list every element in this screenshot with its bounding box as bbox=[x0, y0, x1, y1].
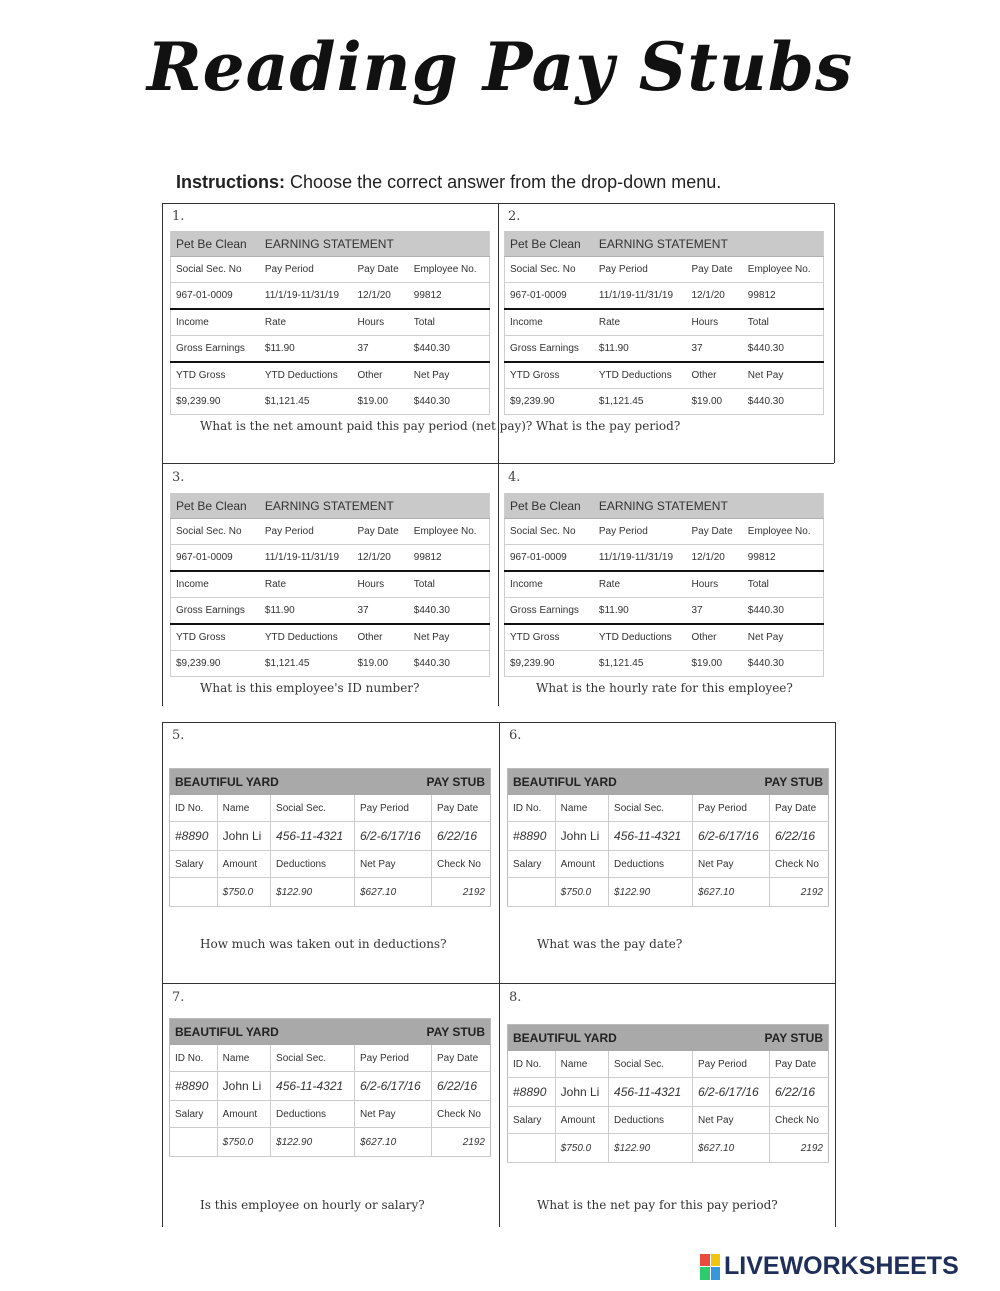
question-text: What is this employee's ID number? bbox=[200, 681, 420, 695]
table-cell: ID No. bbox=[170, 795, 218, 822]
table-cell: 37 bbox=[353, 336, 409, 363]
table-cell: 11/1/19-11/31/19 bbox=[594, 283, 687, 310]
question-number: 1. bbox=[172, 209, 185, 224]
table-cell: $440.30 bbox=[409, 651, 490, 677]
table-cell: Net Pay bbox=[743, 624, 824, 651]
table-cell: Pay Date bbox=[353, 519, 409, 545]
instructions-text: Choose the correct answer from the drop-down menu. bbox=[290, 172, 722, 192]
question-1-cell bbox=[162, 203, 533, 463]
liveworksheets-logo[interactable] bbox=[700, 1252, 959, 1281]
table-cell: 2192 bbox=[432, 878, 491, 907]
question-number: 4. bbox=[508, 470, 521, 485]
table-cell: 6/22/16 bbox=[432, 822, 491, 851]
logo-block bbox=[700, 1267, 710, 1280]
table-cell: $11.90 bbox=[594, 598, 687, 625]
stub-label: PAY STUB bbox=[692, 769, 828, 796]
question-8-cell bbox=[499, 984, 835, 1227]
table-cell bbox=[170, 878, 218, 907]
table-cell: Salary bbox=[508, 851, 556, 878]
table-cell: Rate bbox=[594, 309, 687, 336]
question-text: What is the net amount paid this pay period (net pay)? bbox=[200, 419, 533, 433]
statement-title: EARNING STATEMENT bbox=[260, 231, 490, 257]
table-cell: 12/1/20 bbox=[353, 283, 409, 310]
table-cell: Total bbox=[743, 571, 824, 598]
table-cell: Pay Date bbox=[687, 519, 743, 545]
table-cell: $440.30 bbox=[743, 598, 824, 625]
table-cell: $11.90 bbox=[260, 336, 353, 363]
table-cell: Social Sec. bbox=[609, 795, 693, 822]
table-cell bbox=[508, 878, 556, 907]
table-cell: Employee No. bbox=[743, 519, 824, 545]
table-cell: 99812 bbox=[409, 545, 490, 572]
table-cell: 6/22/16 bbox=[770, 1078, 829, 1107]
table-cell: 99812 bbox=[743, 283, 824, 310]
table-cell: Pay Period bbox=[594, 519, 687, 545]
table-cell: Other bbox=[353, 362, 409, 389]
table-cell: Net Pay bbox=[354, 851, 431, 878]
table-cell: $19.00 bbox=[353, 389, 409, 415]
logo-icon bbox=[700, 1254, 720, 1280]
table-cell: $440.30 bbox=[743, 336, 824, 363]
table-cell: Check No bbox=[770, 1107, 829, 1134]
question-number: 5. bbox=[172, 728, 185, 743]
pay-stub bbox=[507, 1024, 829, 1163]
table-cell: 456-11-4321 bbox=[271, 1072, 355, 1101]
table-cell: 456-11-4321 bbox=[271, 822, 355, 851]
table-cell: ID No. bbox=[170, 1045, 218, 1072]
company-name: Pet Be Clean bbox=[171, 231, 260, 257]
question-text: What is the net pay for this pay period? bbox=[537, 1198, 778, 1212]
table-cell: Other bbox=[687, 362, 743, 389]
question-2-cell bbox=[498, 203, 834, 463]
table-cell: Hours bbox=[687, 571, 743, 598]
question-text: Is this employee on hourly or salary? bbox=[200, 1198, 425, 1212]
stub-label: PAY STUB bbox=[692, 1025, 828, 1052]
table-cell: $9,239.90 bbox=[505, 389, 594, 415]
question-text: What is the pay period? bbox=[536, 419, 681, 433]
table-cell: Net Pay bbox=[409, 362, 490, 389]
table-cell: $11.90 bbox=[594, 336, 687, 363]
table-cell: $750.0 bbox=[217, 878, 270, 907]
table-cell: 37 bbox=[687, 336, 743, 363]
table-cell: 12/1/20 bbox=[353, 545, 409, 572]
table-cell: Pay Date bbox=[770, 1051, 829, 1078]
earning-section bbox=[162, 203, 835, 706]
table-cell: Pay Period bbox=[692, 795, 769, 822]
table-cell: John Li bbox=[555, 1078, 608, 1107]
question-7-cell bbox=[162, 984, 499, 1227]
table-cell: Pay Date bbox=[432, 1045, 491, 1072]
table-cell: Deductions bbox=[609, 1107, 693, 1134]
table-cell: Gross Earnings bbox=[505, 336, 594, 363]
table-cell: John Li bbox=[217, 822, 270, 851]
table-cell: $9,239.90 bbox=[171, 651, 260, 677]
table-cell: Pay Date bbox=[432, 795, 491, 822]
table-cell: Deductions bbox=[271, 1101, 355, 1128]
earning-statement bbox=[504, 493, 824, 677]
table-cell: $440.30 bbox=[409, 389, 490, 415]
table-cell: $19.00 bbox=[353, 651, 409, 677]
company-name: BEAUTIFUL YARD bbox=[508, 769, 693, 796]
table-cell: Amount bbox=[555, 1107, 608, 1134]
table-cell: YTD Gross bbox=[171, 362, 260, 389]
pay-stub bbox=[169, 1018, 491, 1157]
logo-block bbox=[700, 1254, 710, 1267]
table-cell bbox=[170, 1128, 218, 1157]
table-cell: $627.10 bbox=[354, 1128, 431, 1157]
table-cell: YTD Gross bbox=[171, 624, 260, 651]
table-cell: Name bbox=[217, 795, 270, 822]
table-cell: $1,121.45 bbox=[594, 651, 687, 677]
table-cell: $440.30 bbox=[743, 651, 824, 677]
table-cell: Pay Period bbox=[594, 257, 687, 283]
table-cell: ID No. bbox=[508, 795, 556, 822]
table-cell: 99812 bbox=[409, 283, 490, 310]
table-cell: Income bbox=[505, 571, 594, 598]
table-cell: Name bbox=[555, 1051, 608, 1078]
stub-label: PAY STUB bbox=[354, 1019, 490, 1046]
table-cell: Employee No. bbox=[409, 257, 490, 283]
table-cell: $627.10 bbox=[354, 878, 431, 907]
table-cell: Net Pay bbox=[692, 851, 769, 878]
paystub-section bbox=[162, 722, 836, 1227]
question-number: 8. bbox=[509, 990, 522, 1005]
table-cell: Net Pay bbox=[692, 1107, 769, 1134]
table-cell: #8890 bbox=[508, 822, 556, 851]
table-cell: 37 bbox=[353, 598, 409, 625]
table-cell: Rate bbox=[260, 309, 353, 336]
table-cell: YTD Deductions bbox=[260, 624, 353, 651]
table-cell: Social Sec. No bbox=[505, 257, 594, 283]
table-cell: Check No bbox=[770, 851, 829, 878]
logo-text: LIVEWORKSHEETS bbox=[724, 1252, 959, 1280]
table-cell: Hours bbox=[353, 571, 409, 598]
table-cell: $750.0 bbox=[555, 1134, 608, 1163]
table-cell: Name bbox=[217, 1045, 270, 1072]
table-cell: $122.90 bbox=[271, 1128, 355, 1157]
table-cell: Social Sec. No bbox=[171, 519, 260, 545]
question-text: How much was taken out in deductions? bbox=[200, 937, 447, 951]
company-name: Pet Be Clean bbox=[505, 231, 594, 257]
table-cell: Net Pay bbox=[743, 362, 824, 389]
earning-statement bbox=[504, 231, 824, 415]
table-cell: 967-01-0009 bbox=[171, 283, 260, 310]
table-cell: 2192 bbox=[432, 1128, 491, 1157]
table-cell: $627.10 bbox=[692, 1134, 769, 1163]
question-4-cell bbox=[498, 464, 834, 706]
table-cell: Amount bbox=[217, 851, 270, 878]
stub-label: PAY STUB bbox=[354, 769, 490, 796]
table-cell: Pay Period bbox=[260, 519, 353, 545]
table-cell: $122.90 bbox=[271, 878, 355, 907]
table-cell: Income bbox=[171, 309, 260, 336]
table-cell: Salary bbox=[170, 1101, 218, 1128]
company-name: Pet Be Clean bbox=[505, 493, 594, 519]
table-cell: Pay Date bbox=[770, 795, 829, 822]
table-cell: Rate bbox=[594, 571, 687, 598]
instructions-label: Instructions: bbox=[176, 172, 286, 192]
question-number: 6. bbox=[509, 728, 522, 743]
page-title: Reading Pay Stubs bbox=[146, 28, 854, 106]
table-cell: 456-11-4321 bbox=[609, 1078, 693, 1107]
table-cell: Salary bbox=[508, 1107, 556, 1134]
table-cell: $440.30 bbox=[409, 598, 490, 625]
logo-block bbox=[711, 1267, 721, 1280]
table-cell: $1,121.45 bbox=[260, 651, 353, 677]
table-cell: 11/1/19-11/31/19 bbox=[594, 545, 687, 572]
table-cell: 967-01-0009 bbox=[505, 545, 594, 572]
table-cell: 6/22/16 bbox=[770, 822, 829, 851]
table-cell: 6/2-6/17/16 bbox=[354, 822, 431, 851]
table-cell: 967-01-0009 bbox=[171, 545, 260, 572]
table-cell: $19.00 bbox=[687, 651, 743, 677]
table-cell: Pay Period bbox=[260, 257, 353, 283]
table-cell: Gross Earnings bbox=[505, 598, 594, 625]
table-cell: John Li bbox=[555, 822, 608, 851]
table-cell: $750.0 bbox=[217, 1128, 270, 1157]
table-cell: #8890 bbox=[170, 822, 218, 851]
table-cell: Pay Date bbox=[687, 257, 743, 283]
table-cell: Social Sec. No bbox=[505, 519, 594, 545]
table-cell: Total bbox=[409, 571, 490, 598]
table-cell: $9,239.90 bbox=[171, 389, 260, 415]
table-cell: Pay Period bbox=[692, 1051, 769, 1078]
table-cell: Salary bbox=[170, 851, 218, 878]
table-cell: Check No bbox=[432, 851, 491, 878]
question-number: 2. bbox=[508, 209, 521, 224]
company-name: BEAUTIFUL YARD bbox=[508, 1025, 693, 1052]
question-number: 7. bbox=[172, 990, 185, 1005]
question-text: What was the pay date? bbox=[537, 937, 683, 951]
table-cell: John Li bbox=[217, 1072, 270, 1101]
table-cell: $627.10 bbox=[692, 878, 769, 907]
statement-title: EARNING STATEMENT bbox=[594, 231, 824, 257]
table-cell: 6/2-6/17/16 bbox=[692, 1078, 769, 1107]
table-cell: 12/1/20 bbox=[687, 545, 743, 572]
table-cell: 456-11-4321 bbox=[609, 822, 693, 851]
table-cell: Income bbox=[171, 571, 260, 598]
table-cell: 2192 bbox=[770, 878, 829, 907]
question-6-cell bbox=[499, 722, 835, 983]
table-cell: Income bbox=[505, 309, 594, 336]
table-cell: Pay Date bbox=[353, 257, 409, 283]
table-cell: Other bbox=[353, 624, 409, 651]
table-cell: $440.30 bbox=[409, 336, 490, 363]
table-cell: 967-01-0009 bbox=[505, 283, 594, 310]
pay-stub bbox=[169, 768, 491, 907]
question-number: 3. bbox=[172, 470, 185, 485]
table-cell: Pay Period bbox=[354, 1045, 431, 1072]
table-cell: Name bbox=[555, 795, 608, 822]
table-cell: $9,239.90 bbox=[505, 651, 594, 677]
table-cell: 99812 bbox=[743, 545, 824, 572]
table-cell: Rate bbox=[260, 571, 353, 598]
table-cell: $11.90 bbox=[260, 598, 353, 625]
earning-statement bbox=[170, 231, 490, 415]
table-cell: Total bbox=[743, 309, 824, 336]
table-cell: Social Sec. bbox=[609, 1051, 693, 1078]
table-cell: $122.90 bbox=[609, 1134, 693, 1163]
table-cell: Employee No. bbox=[409, 519, 490, 545]
table-cell: 2192 bbox=[770, 1134, 829, 1163]
table-cell: YTD Gross bbox=[505, 624, 594, 651]
question-5-cell bbox=[162, 722, 499, 983]
table-cell: Total bbox=[409, 309, 490, 336]
table-cell: 11/1/19-11/31/19 bbox=[260, 283, 353, 310]
company-name: Pet Be Clean bbox=[171, 493, 260, 519]
table-cell: 6/2-6/17/16 bbox=[354, 1072, 431, 1101]
table-cell: 12/1/20 bbox=[687, 283, 743, 310]
question-text: What is the hourly rate for this employee? bbox=[536, 681, 793, 695]
company-name: BEAUTIFUL YARD bbox=[170, 1019, 355, 1046]
table-cell: Social Sec. bbox=[271, 795, 355, 822]
table-cell: Hours bbox=[687, 309, 743, 336]
table-cell: Social Sec. bbox=[271, 1045, 355, 1072]
table-cell: YTD Deductions bbox=[594, 362, 687, 389]
table-cell: Gross Earnings bbox=[171, 598, 260, 625]
table-cell: Deductions bbox=[271, 851, 355, 878]
table-cell: 6/2-6/17/16 bbox=[692, 822, 769, 851]
statement-title: EARNING STATEMENT bbox=[594, 493, 824, 519]
question-3-cell bbox=[162, 464, 498, 706]
instructions bbox=[176, 172, 721, 193]
table-cell: Social Sec. No bbox=[171, 257, 260, 283]
table-cell: $750.0 bbox=[555, 878, 608, 907]
table-cell: #8890 bbox=[170, 1072, 218, 1101]
table-cell: Deductions bbox=[609, 851, 693, 878]
table-cell: $440.30 bbox=[743, 389, 824, 415]
table-cell: Net Pay bbox=[409, 624, 490, 651]
table-cell: 37 bbox=[687, 598, 743, 625]
table-cell: Gross Earnings bbox=[171, 336, 260, 363]
table-cell bbox=[508, 1134, 556, 1163]
table-cell: Pay Period bbox=[354, 795, 431, 822]
pay-stub bbox=[507, 768, 829, 907]
table-cell: $122.90 bbox=[609, 878, 693, 907]
table-cell: Net Pay bbox=[354, 1101, 431, 1128]
table-cell: 6/22/16 bbox=[432, 1072, 491, 1101]
table-cell: Amount bbox=[555, 851, 608, 878]
table-cell: 11/1/19-11/31/19 bbox=[260, 545, 353, 572]
table-cell: YTD Deductions bbox=[594, 624, 687, 651]
table-cell: Other bbox=[687, 624, 743, 651]
table-cell: Amount bbox=[217, 1101, 270, 1128]
table-cell: $19.00 bbox=[687, 389, 743, 415]
table-cell: #8890 bbox=[508, 1078, 556, 1107]
table-cell: $1,121.45 bbox=[260, 389, 353, 415]
table-cell: Employee No. bbox=[743, 257, 824, 283]
earning-statement bbox=[170, 493, 490, 677]
logo-block bbox=[711, 1254, 721, 1267]
company-name: BEAUTIFUL YARD bbox=[170, 769, 355, 796]
table-cell: ID No. bbox=[508, 1051, 556, 1078]
table-cell: $1,121.45 bbox=[594, 389, 687, 415]
statement-title: EARNING STATEMENT bbox=[260, 493, 490, 519]
table-cell: YTD Deductions bbox=[260, 362, 353, 389]
table-cell: Hours bbox=[353, 309, 409, 336]
table-cell: YTD Gross bbox=[505, 362, 594, 389]
table-cell: Check No bbox=[432, 1101, 491, 1128]
